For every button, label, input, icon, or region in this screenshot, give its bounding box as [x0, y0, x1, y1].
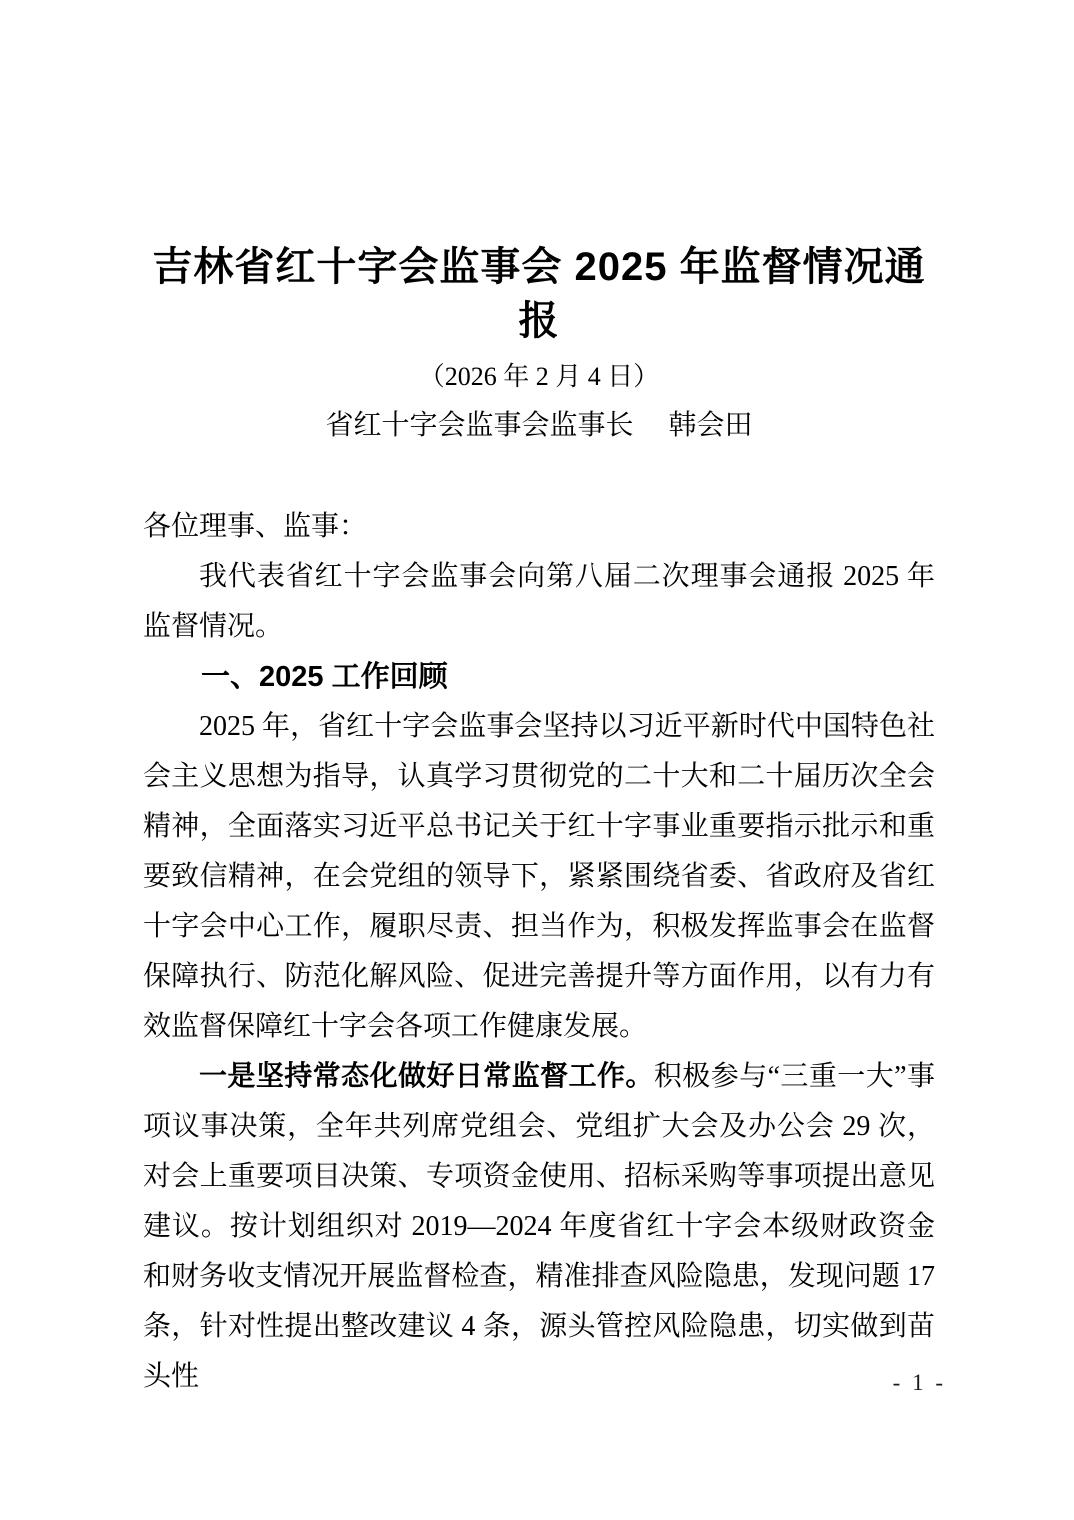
item1-rest: 积极参与“三重一大”事项议事决策，全年共列席党组会、党组扩大会及办公会 29 次，对会上重要项目决策、专项资金使用、招标采购等事项提出意见建议。按计划组织对 2019—2024 年度省红十字会本级财政资金和财务收支情况开展监督检查，精准排查风险隐患，发现问题 17 条，针对性提出整改建议 4 条，源头管控风险隐患，切实做到苗头性 [143, 1061, 935, 1392]
section-heading-work-review: 一、2025 工作回顾 [201, 661, 448, 693]
salutation: 各位理事、监事： [143, 511, 368, 542]
doc-author-line: 省红十字会监事会监事长 韩会田 [325, 410, 753, 441]
item1-paragraph [143, 1052, 935, 1402]
review-paragraph: 2025 年，省红十字会监事会坚持以习近平新时代中国特色社会主义思想为指导，认真学习贯彻党的二十大和二十届历次全会精神，全面落实习近平总书记关于红十字事业重要指示批示和重要致信精神，在会党组的领导下，紧紧围绕省委、省政府及省红十字会中心工作，履职尽责、担当作为，积极发挥监事会在监督保障执行、防范化解风险、促进完善提升等方面作用，以有力有效监督保障红十字会各项工作健康发展。 [143, 711, 935, 1042]
page-number: - 1 - [892, 1370, 946, 1395]
doc-date-line: （2026 年 2 月 4 日） [418, 362, 660, 391]
item1-lead: 一是坚持常态化做好日常监督工作。 [199, 1061, 654, 1092]
document-content [143, 240, 935, 1402]
doc-title: 吉林省红十字会监事会 2025 年监督情况通报 [152, 245, 926, 343]
doc-body [143, 502, 935, 1402]
intro-paragraph: 我代表省红十字会监事会向第八届二次理事会通报 2025 年监督情况。 [143, 561, 935, 642]
